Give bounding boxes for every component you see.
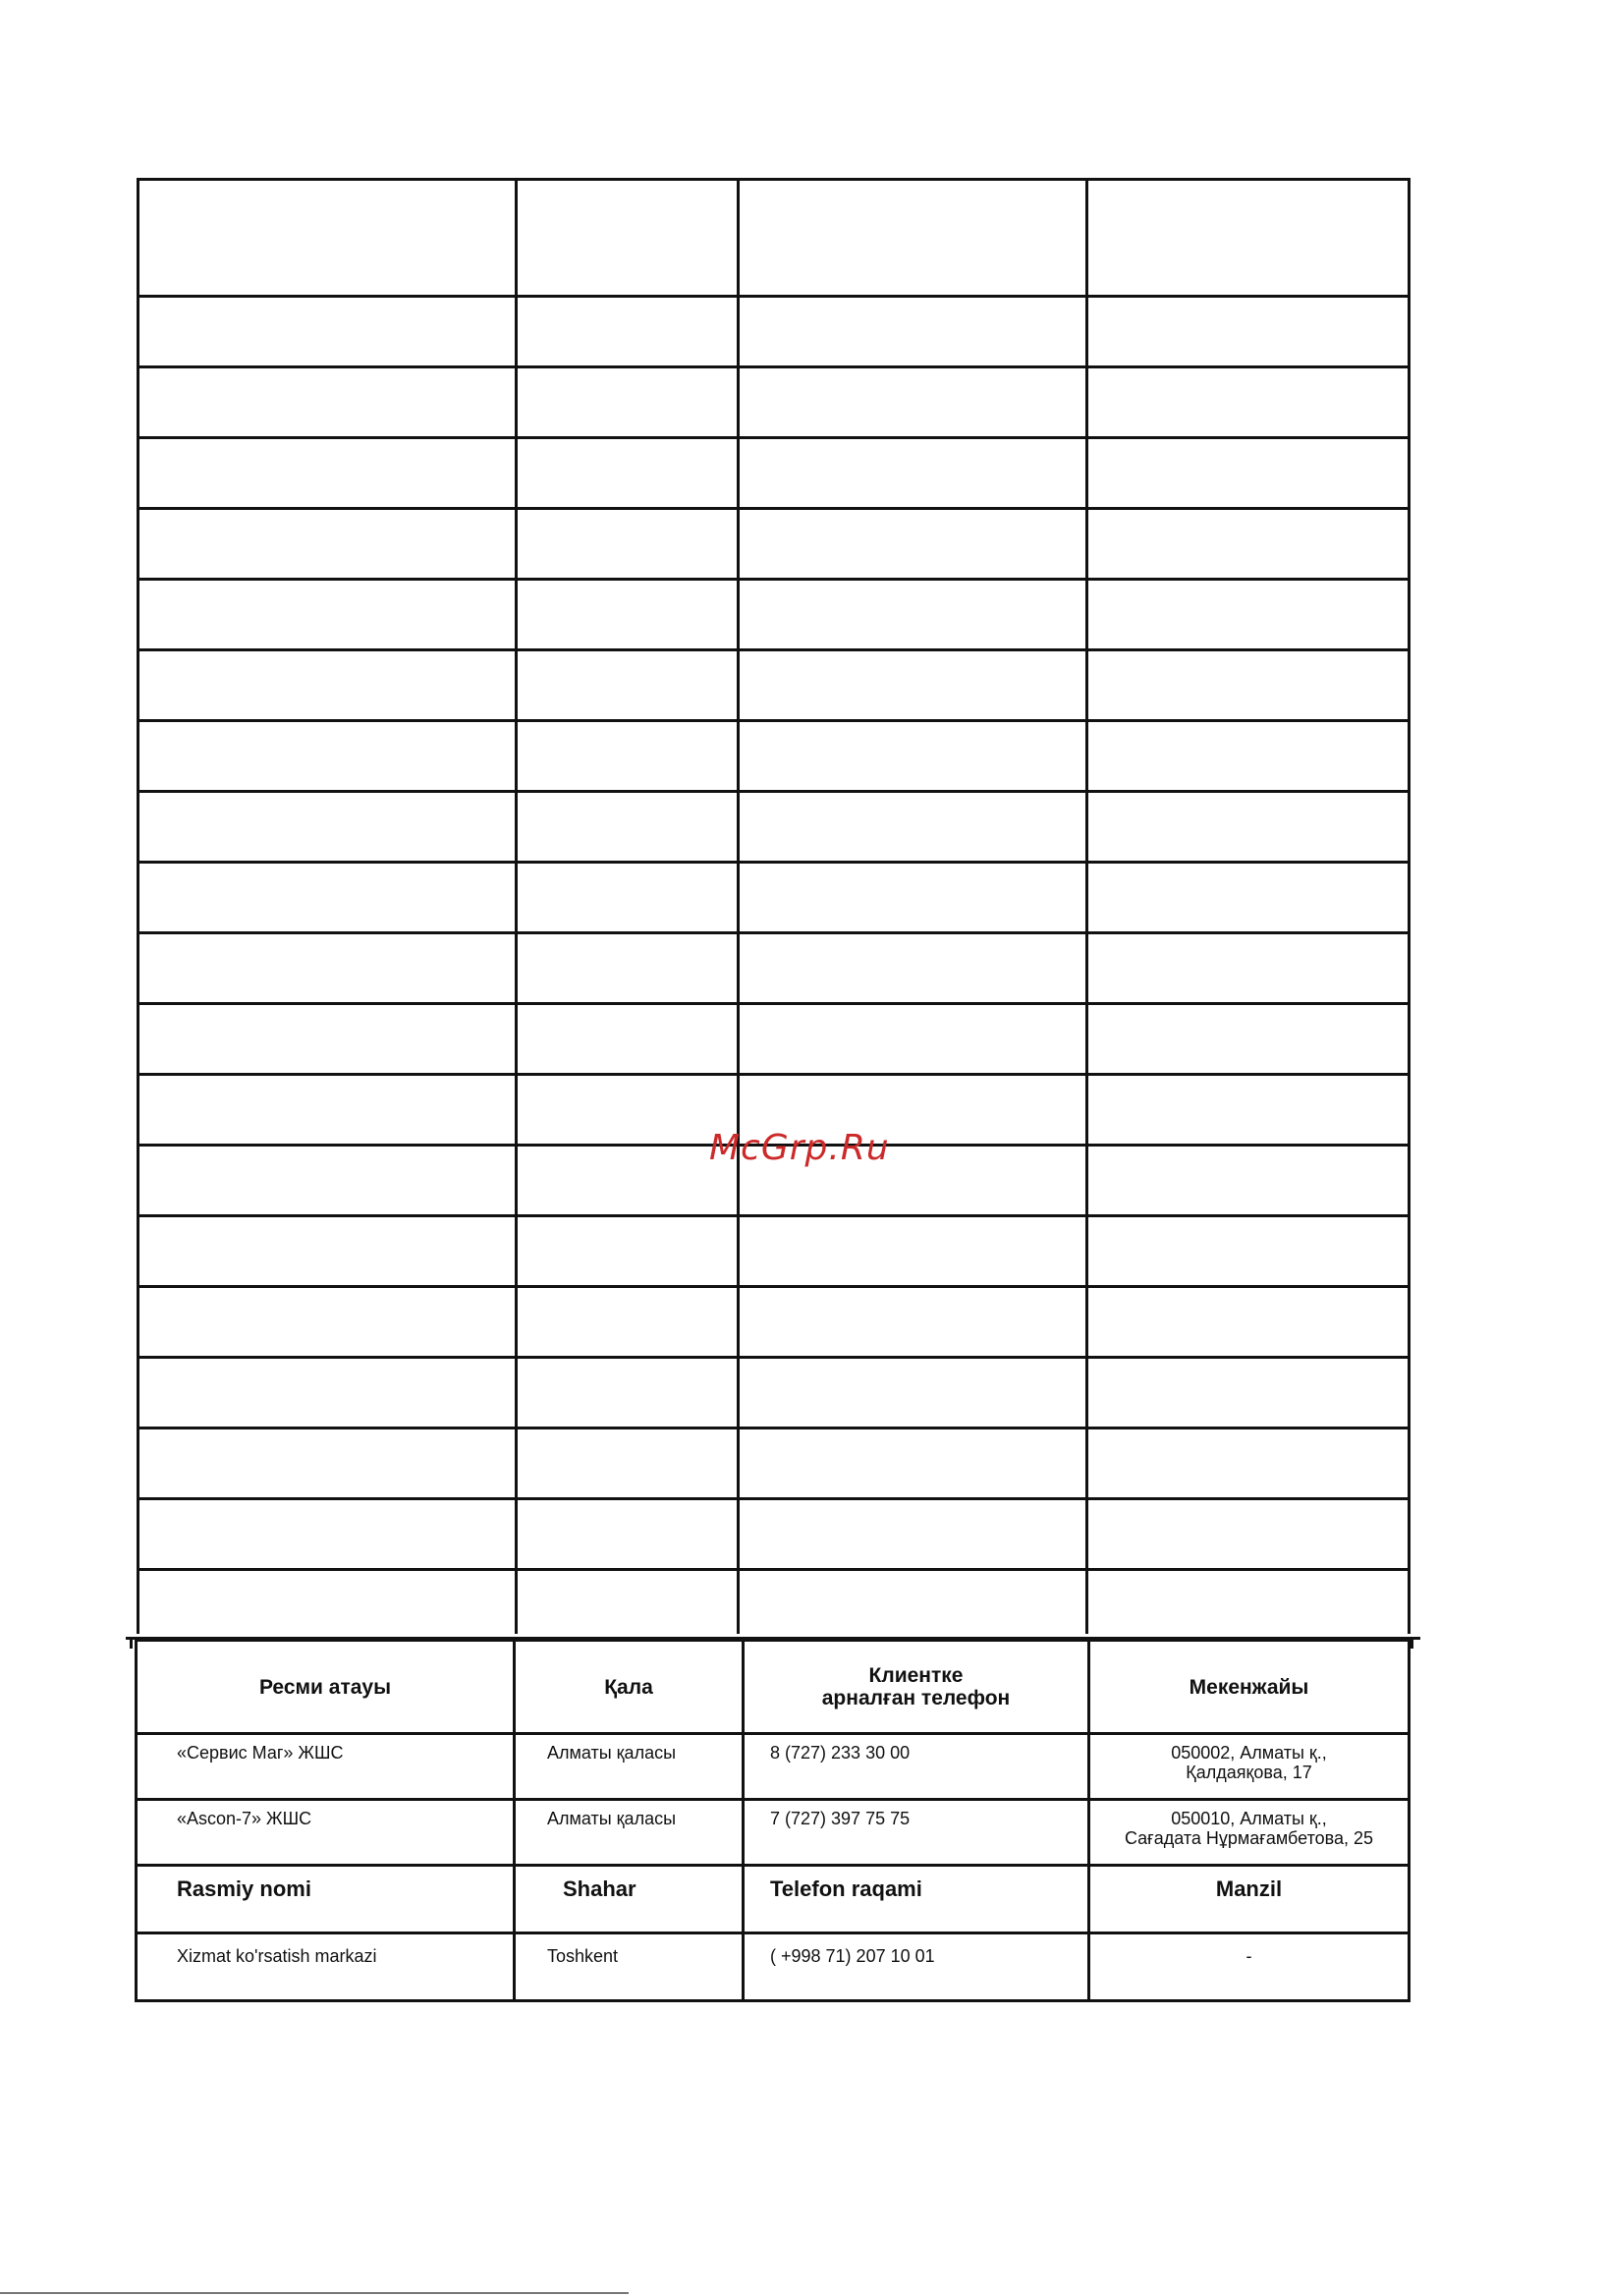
kz-row-address: 050002, Алматы қ., Қалдаяқова, 17 (1089, 1734, 1410, 1800)
empty-table-row (138, 1287, 1410, 1358)
empty-table-row (138, 580, 1410, 650)
empty-cell (517, 509, 739, 580)
empty-cell (138, 1004, 517, 1075)
empty-cell (517, 580, 739, 650)
empty-cell (138, 1146, 517, 1216)
empty-cell (1087, 1287, 1410, 1358)
empty-cell (1087, 1570, 1410, 1635)
empty-cell (1087, 1075, 1410, 1146)
empty-cell (517, 792, 739, 863)
empty-cell (739, 1004, 1087, 1075)
uz-header-phone: Telefon raqami (744, 1866, 1089, 1933)
kz-header-city: Қала (515, 1641, 744, 1734)
empty-cell (1087, 1216, 1410, 1287)
empty-cell (138, 438, 517, 509)
empty-cell (517, 367, 739, 438)
kz-row-city: Алматы қаласы (515, 1734, 744, 1800)
empty-cell (517, 1004, 739, 1075)
empty-table-row (138, 933, 1410, 1004)
empty-cell (517, 650, 739, 721)
empty-cell (138, 1216, 517, 1287)
empty-cell (739, 1358, 1087, 1428)
empty-cell (739, 367, 1087, 438)
empty-cell (739, 1428, 1087, 1499)
empty-table-body (138, 180, 1410, 1635)
empty-service-table (137, 178, 1411, 1634)
uz-row-phone: ( +998 71) 207 10 01 (744, 1933, 1089, 2001)
uz-header-city: Shahar (515, 1866, 744, 1933)
empty-cell (138, 863, 517, 933)
empty-cell (138, 509, 517, 580)
empty-table-row (138, 1216, 1410, 1287)
empty-cell (1087, 1358, 1410, 1428)
empty-cell (138, 1287, 517, 1358)
empty-cell (517, 1216, 739, 1287)
empty-table-row (138, 792, 1410, 863)
empty-cell (138, 650, 517, 721)
empty-table-row (138, 1428, 1410, 1499)
uz-header-row (137, 1866, 1410, 1933)
empty-cell (1087, 438, 1410, 509)
empty-table-row (138, 1570, 1410, 1635)
kz-header-address: Мекенжайы (1089, 1641, 1410, 1734)
empty-cell (739, 792, 1087, 863)
empty-cell (739, 1216, 1087, 1287)
empty-cell (739, 580, 1087, 650)
empty-table-row (138, 1004, 1410, 1075)
table-row (137, 1800, 1410, 1866)
uz-header-address: Manzil (1089, 1866, 1410, 1933)
empty-cell (739, 297, 1087, 367)
table-row (137, 1734, 1410, 1800)
empty-cell (739, 180, 1087, 297)
empty-cell (739, 650, 1087, 721)
empty-cell (517, 180, 739, 297)
empty-cell (1087, 1004, 1410, 1075)
empty-cell (517, 1075, 739, 1146)
kz-row-phone: 8 (727) 233 30 00 (744, 1734, 1089, 1800)
empty-table-row (138, 650, 1410, 721)
kz-row-address: 050010, Алматы қ., Сағадата Нұрмағамбетова, 25 (1089, 1800, 1410, 1866)
empty-cell (739, 509, 1087, 580)
empty-table-row (138, 721, 1410, 792)
empty-cell (517, 1287, 739, 1358)
empty-cell (739, 721, 1087, 792)
kz-header-name: Ресми атауы (137, 1641, 515, 1734)
kz-row-name: «Ascon-7» ЖШС (137, 1800, 515, 1866)
empty-cell (138, 721, 517, 792)
empty-cell (517, 1358, 739, 1428)
empty-cell (517, 297, 739, 367)
empty-table-row (138, 438, 1410, 509)
empty-table-row (138, 509, 1410, 580)
empty-cell (138, 1075, 517, 1146)
empty-cell (1087, 721, 1410, 792)
empty-cell (739, 1287, 1087, 1358)
uz-row-address: - (1089, 1933, 1410, 2001)
empty-table-row (138, 1358, 1410, 1428)
empty-cell (517, 863, 739, 933)
empty-cell (138, 792, 517, 863)
empty-cell (517, 1428, 739, 1499)
empty-cell (138, 580, 517, 650)
uz-row-name: Xizmat ko'rsatish markazi (137, 1933, 515, 2001)
kz-row-phone: 7 (727) 397 75 75 (744, 1800, 1089, 1866)
empty-cell (517, 933, 739, 1004)
kz-row-city: Алматы қаласы (515, 1800, 744, 1866)
empty-cell (1087, 933, 1410, 1004)
empty-table-row (138, 297, 1410, 367)
empty-cell (1087, 580, 1410, 650)
empty-table-row (138, 367, 1410, 438)
empty-cell (138, 1499, 517, 1570)
empty-cell (1087, 367, 1410, 438)
separator-tick-right (1411, 1637, 1413, 1649)
empty-cell (739, 863, 1087, 933)
separator-tick-left (130, 1637, 133, 1649)
empty-cell (138, 1570, 517, 1635)
empty-cell (517, 1146, 739, 1216)
empty-cell (1087, 297, 1410, 367)
kz-row-name: «Сервис Маг» ЖШС (137, 1734, 515, 1800)
empty-cell (1087, 863, 1410, 933)
empty-cell (739, 933, 1087, 1004)
kz-header-row (137, 1641, 1410, 1734)
empty-table-row (138, 1499, 1410, 1570)
empty-cell (1087, 792, 1410, 863)
uz-header-name: Rasmiy nomi (137, 1866, 515, 1933)
empty-cell (138, 1428, 517, 1499)
empty-cell (517, 438, 739, 509)
empty-cell (1087, 650, 1410, 721)
empty-cell (1087, 1146, 1410, 1216)
empty-table-header-row (138, 180, 1410, 297)
empty-cell (739, 1570, 1087, 1635)
kz-header-phone: Клиентке арналған телефон (744, 1641, 1089, 1734)
empty-cell (1087, 1428, 1410, 1499)
empty-cell (138, 1358, 517, 1428)
footer-rule (0, 2292, 629, 2294)
empty-cell (138, 180, 517, 297)
uz-row-city: Toshkent (515, 1933, 744, 2001)
empty-cell (138, 933, 517, 1004)
empty-cell (1087, 509, 1410, 580)
empty-cell (739, 1499, 1087, 1570)
empty-cell (138, 367, 517, 438)
empty-cell (1087, 1499, 1410, 1570)
empty-table-row (138, 863, 1410, 933)
table-row (137, 1933, 1410, 2001)
empty-cell (1087, 180, 1410, 297)
empty-cell (517, 1570, 739, 1635)
empty-cell (739, 438, 1087, 509)
empty-cell (138, 297, 517, 367)
watermark: McGrp.Ru (709, 1128, 890, 1168)
empty-cell (517, 721, 739, 792)
empty-cell (517, 1499, 739, 1570)
service-centers-table (135, 1639, 1411, 2002)
